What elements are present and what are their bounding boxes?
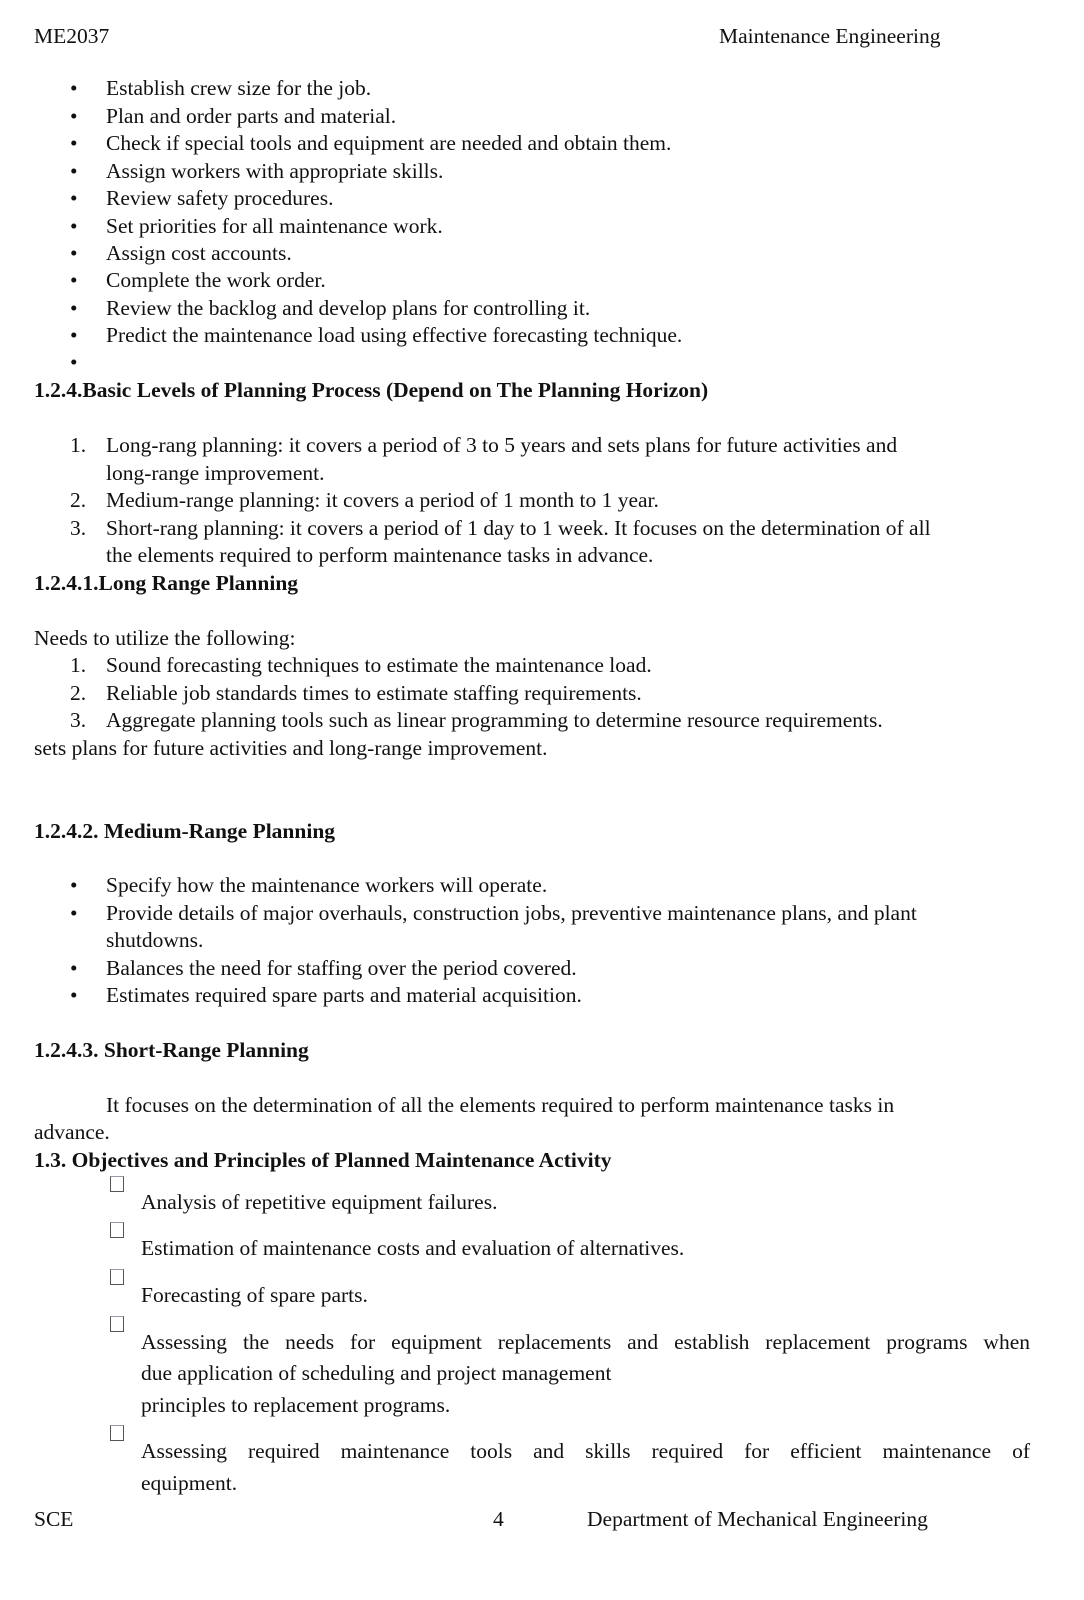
bullet: • bbox=[70, 296, 78, 320]
section-heading: 1.3. Objectives and Principles of Planned Maintenance Activity bbox=[34, 1148, 612, 1172]
list-item-cont: shutdowns. bbox=[106, 928, 204, 952]
bullet: • bbox=[70, 350, 78, 374]
item-number: 1. bbox=[70, 653, 87, 677]
list-item: Check if special tools and equipment are needed and obtain them. bbox=[106, 131, 672, 155]
bullet: • bbox=[70, 983, 78, 1007]
page-number: 4 bbox=[493, 1507, 504, 1531]
bullet: • bbox=[70, 159, 78, 183]
bullet: • bbox=[70, 241, 78, 265]
item-number: 2. bbox=[70, 681, 87, 705]
checkbox-icon bbox=[110, 1316, 124, 1332]
checkbox-icon bbox=[110, 1222, 124, 1238]
list-item: Long-rang planning: it covers a period of 3 to 5 years and sets plans for future activities and bbox=[106, 433, 898, 457]
list-item: Reliable job standards times to estimate staffing requirements. bbox=[106, 681, 642, 705]
list-item: Forecasting of spare parts. bbox=[141, 1283, 368, 1307]
list-item: Analysis of repetitive equipment failures. bbox=[141, 1190, 498, 1214]
list-item: Predict the maintenance load using effective forecasting technique. bbox=[106, 323, 683, 347]
section-heading: 1.2.4.1.Long Range Planning bbox=[34, 571, 299, 595]
checkbox-icon bbox=[110, 1176, 124, 1192]
list-item: Estimates required spare parts and material acquisition. bbox=[106, 983, 582, 1007]
item-number: 3. bbox=[70, 516, 87, 540]
bullet: • bbox=[70, 104, 78, 128]
checkbox-icon bbox=[110, 1425, 124, 1441]
footer-right: Department of Mechanical Engineering bbox=[587, 1507, 928, 1531]
paragraph-cont: advance. bbox=[34, 1120, 110, 1144]
footer-left: SCE bbox=[34, 1507, 74, 1531]
bullet: • bbox=[70, 186, 78, 210]
item-number: 1. bbox=[70, 433, 87, 457]
checkbox-icon bbox=[110, 1269, 124, 1285]
bullet: • bbox=[70, 956, 78, 980]
paragraph: It focuses on the determination of all the elements required to perform maintenance tasks in bbox=[106, 1093, 895, 1117]
bullet: • bbox=[70, 76, 78, 100]
list-item-cont: principles to replacement programs. bbox=[141, 1393, 451, 1417]
list-item: Provide details of major overhauls, construction jobs, preventive maintenance plans, and plant bbox=[106, 901, 917, 925]
list-item: Assessing required maintenance tools and skills required for efficient maintenance of bbox=[141, 1439, 1030, 1463]
list-item-cont: due application of scheduling and project management bbox=[141, 1361, 612, 1385]
list-item-cont: equipment. bbox=[141, 1471, 238, 1495]
list-item: Review the backlog and develop plans for controlling it. bbox=[106, 296, 591, 320]
list-item: Establish crew size for the job. bbox=[106, 76, 372, 100]
bullet: • bbox=[70, 873, 78, 897]
list-item: Estimation of maintenance costs and evaluation of alternatives. bbox=[141, 1236, 685, 1260]
bullet: • bbox=[70, 214, 78, 238]
section-heading: 1.2.4.3. Short-Range Planning bbox=[34, 1038, 309, 1062]
list-item: Balances the need for staffing over the period covered. bbox=[106, 956, 577, 980]
bullet: • bbox=[70, 268, 78, 292]
list-item: Assessing the needs for equipment replacements and establish replacement programs when bbox=[141, 1330, 1030, 1354]
list-item: Assign cost accounts. bbox=[106, 241, 292, 265]
section-heading: 1.2.4.2. Medium-Range Planning bbox=[34, 819, 336, 843]
list-item: Aggregate planning tools such as linear programming to determine resource requirements. bbox=[106, 708, 883, 732]
list-item: Complete the work order. bbox=[106, 268, 326, 292]
item-number: 2. bbox=[70, 488, 87, 512]
list-item: Medium-range planning: it covers a period of 1 month to 1 year. bbox=[106, 488, 659, 512]
paragraph: sets plans for future activities and long-range improvement. bbox=[34, 736, 548, 760]
list-item: Specify how the maintenance workers will operate. bbox=[106, 873, 548, 897]
item-number: 3. bbox=[70, 708, 87, 732]
list-item: Plan and order parts and material. bbox=[106, 104, 397, 128]
header-title: Maintenance Engineering bbox=[719, 24, 941, 48]
section-heading: 1.2.4.Basic Levels of Planning Process (Depend on The Planning Horizon) bbox=[34, 378, 709, 402]
list-item-cont: the elements required to perform maintenance tasks in advance. bbox=[106, 543, 654, 567]
header-course-code: ME2037 bbox=[34, 24, 110, 48]
list-item: Assign workers with appropriate skills. bbox=[106, 159, 444, 183]
bullet: • bbox=[70, 131, 78, 155]
list-item: Sound forecasting techniques to estimate the maintenance load. bbox=[106, 653, 652, 677]
bullet: • bbox=[70, 901, 78, 925]
list-item: Set priorities for all maintenance work. bbox=[106, 214, 443, 238]
intro-text: Needs to utilize the following: bbox=[34, 626, 296, 650]
list-item: Short-rang planning: it covers a period of 1 day to 1 week. It focuses on the determination of all bbox=[106, 516, 931, 540]
list-item: Review safety procedures. bbox=[106, 186, 334, 210]
bullet: • bbox=[70, 323, 78, 347]
list-item-cont: long-range improvement. bbox=[106, 461, 325, 485]
